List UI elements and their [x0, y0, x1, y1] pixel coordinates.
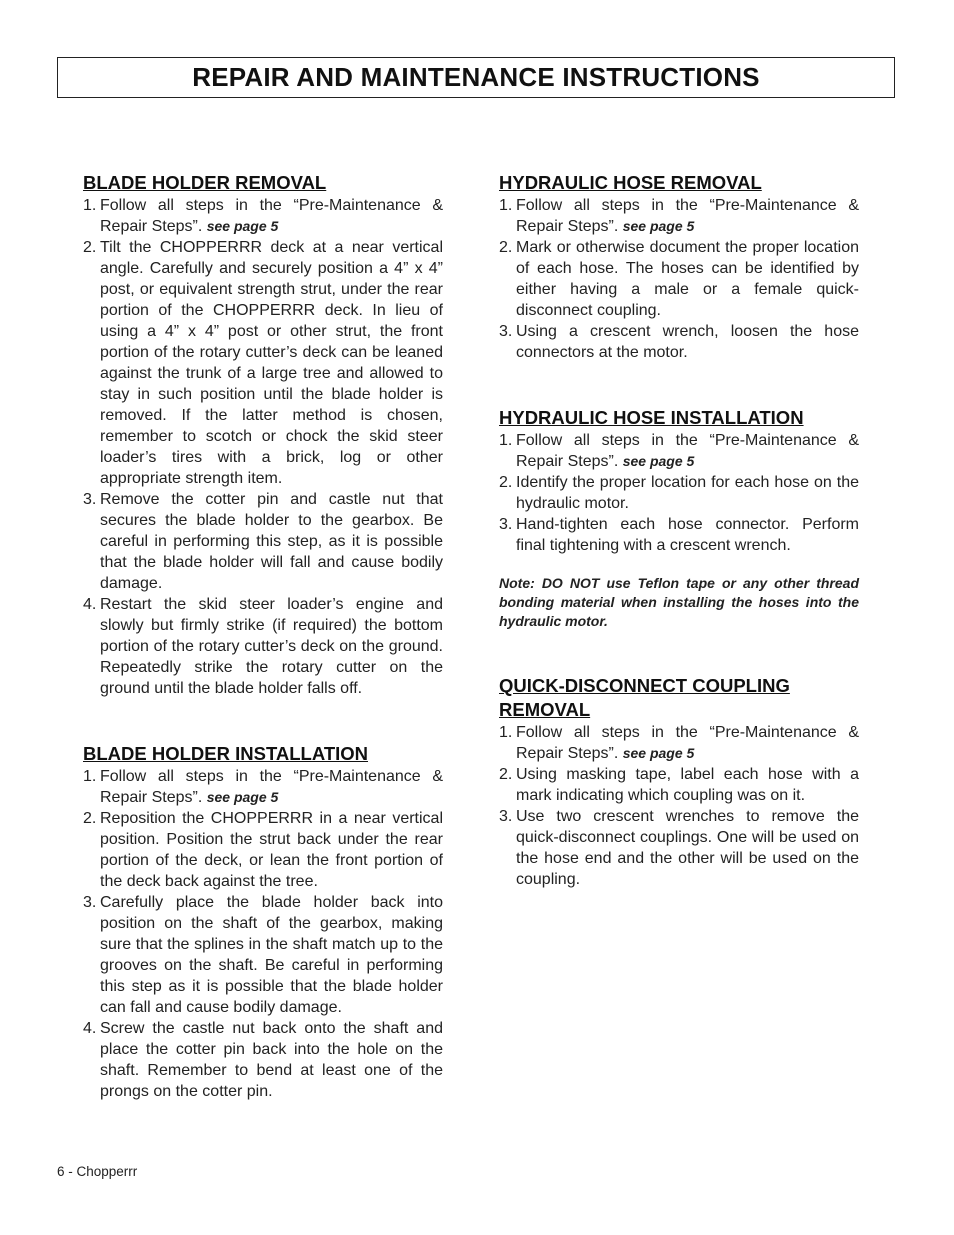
page-reference: see page 5 [206, 789, 279, 805]
steps-list [499, 195, 859, 363]
list-item [499, 806, 859, 890]
list-item [499, 722, 859, 764]
step-text: Carefully place the blade holder back into position on the shaft of the gearbox, making sure that the splines in the shaft match up to the grooves on the shaft. Be careful in performing this step as it is possible that the blade holder can fall and cause bodily damage. [100, 894, 443, 1016]
step-text: Using a crescent wrench, loosen the hose connectors at the motor. [516, 323, 859, 361]
step-number: 1. [499, 432, 513, 449]
list-item [499, 764, 859, 806]
hydraulic-hose-removal-section [499, 171, 859, 363]
step-text: Screw the castle nut back onto the shaft and place the cotter pin back into the hole on the shaft. Remember to bend at least one of the prongs on the cotter pin. [100, 1020, 443, 1100]
step-number: 2. [83, 239, 97, 256]
step-text: Remove the cotter pin and castle nut that secures the blade holder to the gearbox. Be careful in performing this step, as it is possible that the blade holder will fall and cause bodily damage. [100, 491, 443, 592]
list-item [83, 489, 443, 594]
steps-list [499, 722, 859, 890]
step-number: 1. [499, 197, 513, 214]
step-text: Follow all steps in the “Pre-Maintenance & Repair Steps”. [516, 724, 859, 762]
note-text: Note: DO NOT use Teflon tape or any other thread bonding material when installing the hoses into the hydraulic motor. [499, 575, 859, 629]
hydraulic-hose-installation-section [499, 406, 859, 631]
list-item [499, 321, 859, 363]
section-heading: BLADE HOLDER INSTALLATION [83, 743, 369, 764]
list-item [83, 808, 443, 892]
list-item [83, 892, 443, 1018]
list-item [499, 472, 859, 514]
step-text: Mark or otherwise document the proper location of each hose. The hoses can be identified by either having a male or a female quick-disconnect coupling. [516, 239, 859, 319]
step-number: 3. [83, 491, 97, 508]
list-item [499, 195, 859, 237]
list-item [499, 514, 859, 556]
right-column [499, 171, 859, 890]
step-text: Tilt the CHOPPERRR deck at a near vertical angle. Carefully and securely position a 4” x 4” post, or equivalent strength strut, under the rear portion of the CHOPPERRR deck. In lieu of using a 4” x 4” post or other strut, the front portion of the rotary cutter’s deck can be leaned against the trunk of a large tree and allowed to stay in such position until the blade holder is removed. If the latter method is chosen, remember to scotch or chock the skid steer loader’s tires with a brick, log or other appropriate strength item. [100, 239, 443, 487]
section-heading: HYDRAULIC HOSE REMOVAL [499, 172, 762, 193]
page-footer: 6 - Chopperrr [57, 1164, 138, 1179]
page-reference: see page 5 [622, 453, 695, 469]
steps-list [83, 766, 443, 1102]
step-text: Reposition the CHOPPERRR in a near vertical position. Position the strut back under the rear portion of the deck, or lean the front portion of the deck back against the tree. [100, 810, 443, 890]
heading-line-1: QUICK-DISCONNECT COUPLING [499, 675, 790, 696]
list-item [83, 766, 443, 808]
list-item [499, 430, 859, 472]
list-item [499, 237, 859, 321]
step-text: Follow all steps in the “Pre-Maintenance & Repair Steps”. [516, 197, 859, 235]
step-text: Identify the proper location for each hose on the hydraulic motor. [516, 474, 859, 512]
page-reference: see page 5 [622, 218, 695, 234]
step-number: 4. [83, 1020, 97, 1037]
section-heading: HYDRAULIC HOSE INSTALLATION [499, 407, 804, 428]
step-number: 3. [499, 808, 513, 825]
step-number: 2. [499, 474, 513, 491]
step-text: Follow all steps in the “Pre-Maintenance & Repair Steps”. [516, 432, 859, 470]
blade-holder-installation-section [83, 742, 443, 1102]
step-text: Using masking tape, label each hose with a mark indicating which coupling was on it. [516, 766, 859, 804]
list-item [83, 237, 443, 489]
step-number: 1. [83, 197, 97, 214]
step-number: 3. [499, 516, 513, 533]
quick-disconnect-removal-section [499, 674, 859, 890]
page-header [57, 57, 895, 98]
step-number: 2. [499, 766, 513, 783]
steps-list [499, 430, 859, 556]
step-text: Use two crescent wrenches to remove the quick-disconnect couplings. One will be used on the hose end and the other will be used on the coupling. [516, 808, 859, 888]
heading-line-2: REMOVAL [499, 699, 591, 720]
step-number: 4. [83, 596, 97, 613]
step-text: Hand-tighten each hose connector. Perform final tightening with a crescent wrench. [516, 516, 859, 554]
step-number: 3. [83, 894, 97, 911]
section-heading: BLADE HOLDER REMOVAL [83, 172, 327, 193]
blade-holder-removal-section [83, 171, 443, 699]
page-reference: see page 5 [206, 218, 279, 234]
step-text: Follow all steps in the “Pre-Maintenance & Repair Steps”. [100, 197, 443, 235]
page-reference: see page 5 [622, 745, 695, 761]
step-number: 2. [499, 239, 513, 256]
step-number: 1. [83, 768, 97, 785]
section-heading [499, 674, 859, 722]
step-text: Restart the skid steer loader’s engine and slowly but firmly strike (if required) the bottom portion of the rotary cutter’s deck on the ground. Repeatedly strike the rotary cutter on the ground until the blade holder falls off. [100, 596, 443, 697]
step-number: 2. [83, 810, 97, 827]
step-number: 1. [499, 724, 513, 741]
left-column [83, 171, 443, 1102]
step-text: Follow all steps in the “Pre-Maintenance & Repair Steps”. [100, 768, 443, 806]
page-title: REPAIR AND MAINTENANCE INSTRUCTIONS [192, 62, 760, 92]
steps-list [83, 195, 443, 699]
list-item [83, 1018, 443, 1102]
list-item [83, 195, 443, 237]
list-item [83, 594, 443, 699]
step-number: 3. [499, 323, 513, 340]
